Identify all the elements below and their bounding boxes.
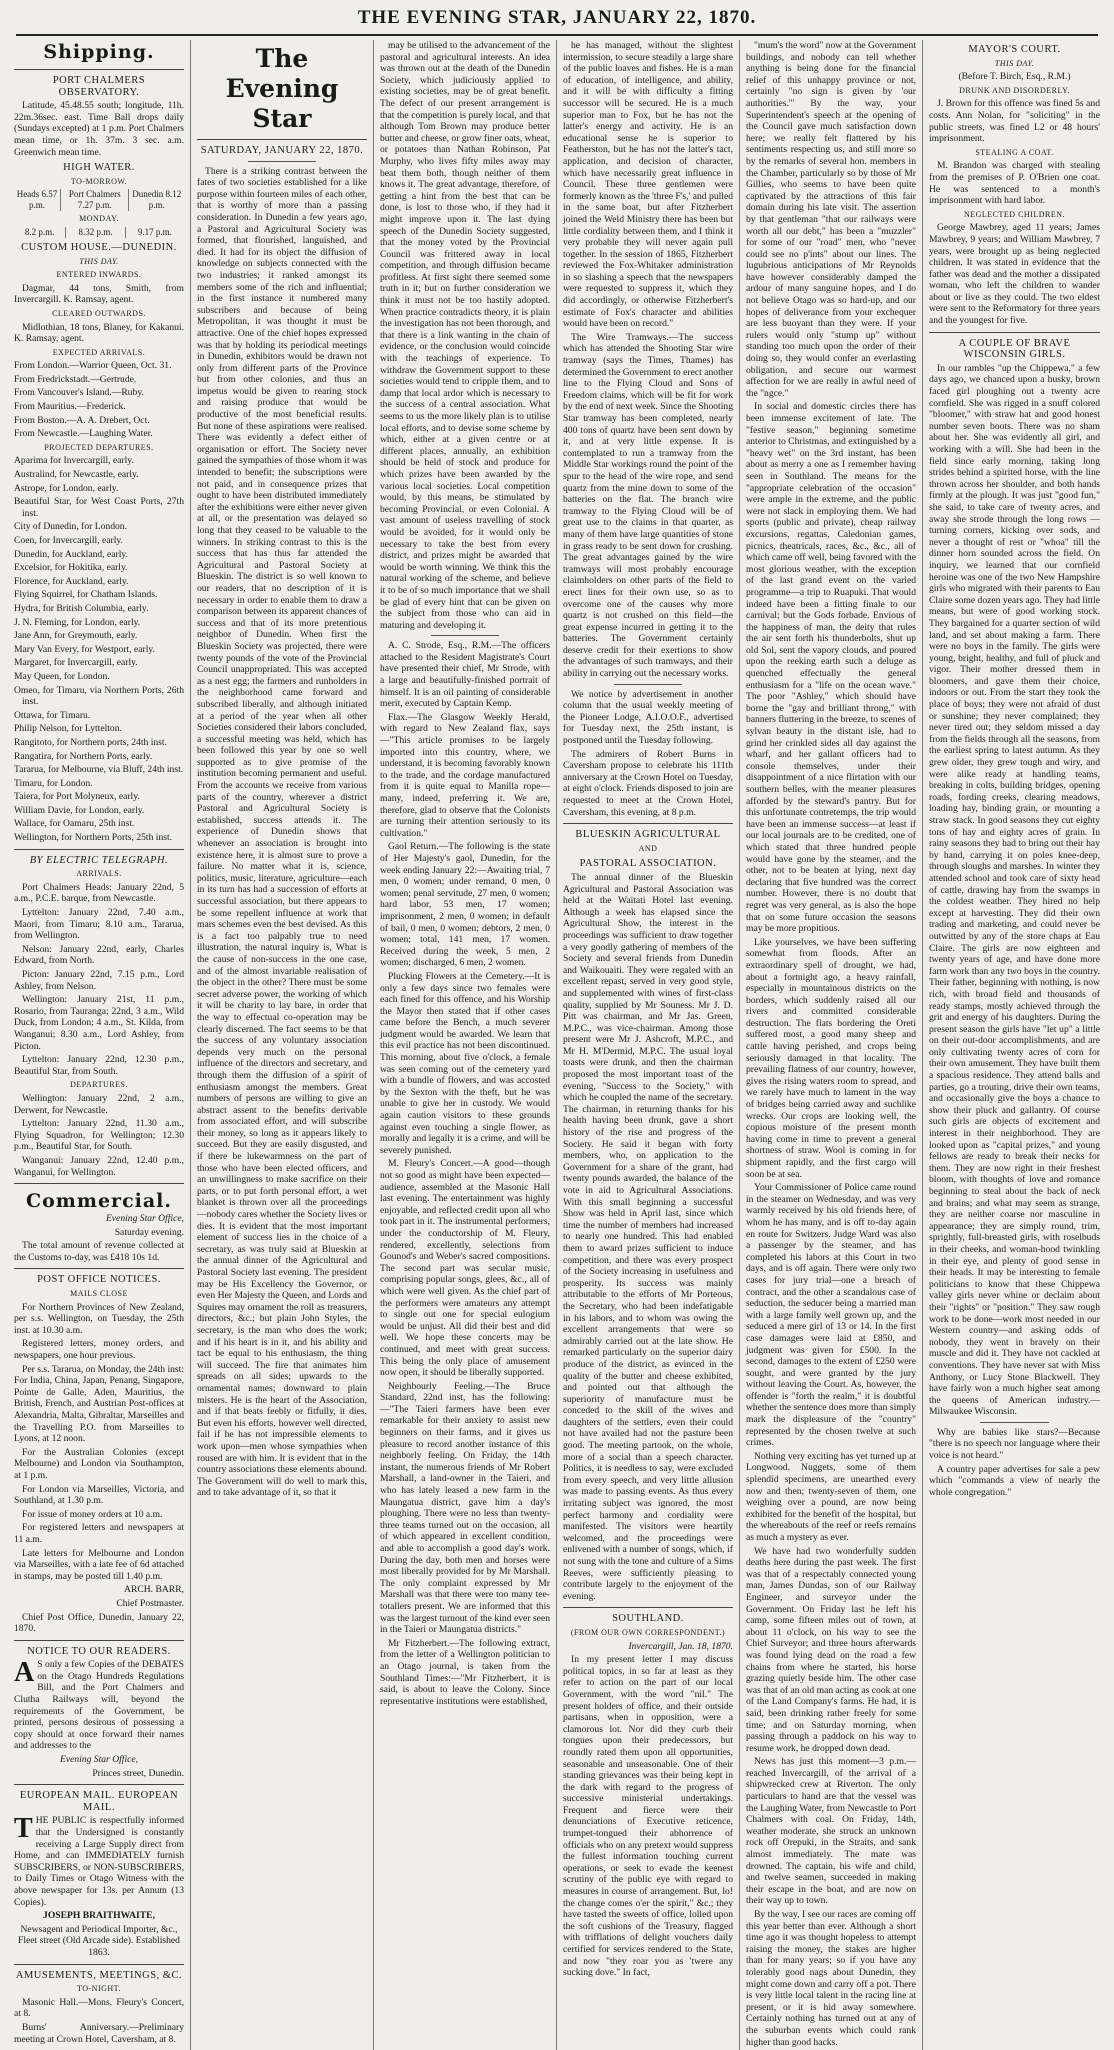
news-neighbourly: Neighbourly Feeling.—The Bruce Standard, 22nd inst, has the following:—"The Taieri farmers have been ever remarkable for their anxiety to assist new beginners on their farms, and it gives us pleasure to record another instance of this neighborly feeling. On Friday, the 14th instant, the numerous friends of Mr Robert Marshall, a land-owner in the Taieri, and who has lately leased a new farm in the Maungatua district, gave him a day's ploughing. There were no less than twenty-three teams turned out on the occasion, all of which appeared in excellent condition, and able to accomplish a good day's work. During the day, both men and horses were most liberally provided for by Mr Marshall. The only complaint expressed by Mr Marshall was that there were too many tee-totallers present. We are informed that this was the largest turnout of the kind ever seen in the Taieri or Maungatua districts." [380,1380,550,1636]
list-item: From London.—Warrior Queen, Oct. 31. [14,360,172,372]
news-flax: Flax.—The Glasgow Weekly Herald, with regard to New Zealand flax, says—"This article promises to be largely imported into this country, where, we understand, it is becoming favorably known to the trade, and the cordage manufactured from it is quite equal to Manilla rope—many, indeed, preferring it. We are, therefore, glad to observe that the Colonists are turning their attention seriously to its cultivation." [380,711,550,839]
post-place: Chief Post Office, Dunedin, January 22, 1870. [14,1611,184,1635]
high-water-heading: HIGH WATER. [63,162,135,174]
readers-signature: Evening Star Office, [59,1754,139,1766]
list-item: Hydra, for British Columbia, early. [14,602,149,614]
tomorrow-label: TO-MORROW. [70,176,128,186]
list-item: Port Chalmers Heads: January 22nd, 5 a.m., P.C.E. barque, from Newcastle. [14,881,184,905]
tide-dunedin: Dunedin 8.12 p.m. [132,189,182,211]
telegraph-heading: BY ELECTRIC TELEGRAPH. [29,854,169,866]
readers-heading: NOTICE TO OUR READERS. [27,1645,171,1657]
post-signature-title: Chief Postmaster. [116,1597,184,1609]
list-item: Rangatira, for Northern Ports, early. [14,750,153,762]
entered-text: Dagmar, 44 tons, Smith, from Invercargill. K. Ramsay, agent. [14,282,184,306]
column-4-news [557,40,740,2050]
mayors-court-heading: MAYOR'S COURT. [968,44,1061,55]
news-fitzherbert: Mr Fitzherbert.—The following extract, from the letter of a Wellington politician to an Otago journal, is taken from the Southland Times:—"Mr Fitzherbert, it is said, is about to leave the Colony. Since representative institutions were established, [380,1637,550,1707]
tide-monday-heads: 8.2 p.m. [14,227,66,238]
projected-heading: PROJECTED DEPARTURES. [44,442,154,452]
list-item: Philip Nelson, for Lyttelton. [14,723,122,735]
list-item: For Northern Provinces of New Zealand, per s.s. Wellington, on Tuesday, the 25th inst. at 10.30 a.m. [14,1301,184,1336]
news-wire-tramways: The Wire Tramways.—The success which has attended the Shooting Star wire tramway (says the Times, Thames) has determined the Government to erect another line to the Flying Cloud and Sons of Freedom claims, which will be fit for work by the end of next week. Since the Shooting Star tramway has been completed, nearly 400 tons of quartz have been sent down by it, and at very little expense. It is contemplated to run a tramway from the Middle Star workings round the point of the spur to the head of the wire rope, and send quartz from the mine down to some of the batteries on the flat. The branch wire tramway to the Flying Cloud will be of great use to the claims in that quarter, as many of them have large quantities of stone in grass ready to be sent down for crushing. The great advantages gained by the wire tramways will most probably encourage claimholders on other parts of the field to erect lines for their own use, so as to overcome one of the causes why more quartz is not crushed on this field—the great expense incurred in getting it to the batteries. The Government certainly deserve credit for their exertions to show the advantages of such tramways, and their ability in carrying out the necessary works. [563,331,733,680]
stealing-text: M. Brandon was charged with stealing from the premises of P. O'Brien one coat. He was sentenced to a month's imprisonment with hard labor. [929,160,1100,207]
european-dropcap: T [14,1813,33,1845]
commercial-office: Evening Star Office, [105,1213,184,1225]
news-concert: M. Fleury's Concert.—A good—though not so good as might have been expected—audience, assembled at the Masonic Hall last evening. The entertainment was highly enjoyable, and reflected credit upon all who took part in it. The instrumental performers, under the conductorship of M. Fleury, rendered, excellently, selections from Gounod's and Weber's sacred compositions. The second part was secular music, comprising popular songs, glees, &c., all of which were well given. As the chief part of the performers were amateurs any attempt to single out one for special eulogium would be unjust. All did their best and did well. We hope these concerts may be continued, and meet with great success. This being the only place of amusement now open, it should be liberally supported. [380,1158,550,1379]
list-item: From Newcastle.—Laughing Water. [14,428,153,440]
southland-floods: Like yourselves, we have been suffering somewhat from floods. After an extraordinary spell of drought, we had, about a fortnight ago, a heavy rainfall, especially in mountainous districts on the borders, which suddenly raised all our rivers and committed considerable destruction. The flats bordering the Oreti suffered most, a good many sheep and cattle having perished, and crops being seriously damaged in that locality. The prevailing flatness of our country, however, gives the rising waters room to spread, and we rarely have much to lament in the way of bridges being carried away and suchlike wrecks. Our crops are looking well, the copious moisture of the present month having come in time to prevent a general shortness of straw. Wool is coming in for shipment rapidly, and the first cargo will soon be at sea. [746,936,916,1180]
neglected-heading: NEGLECTED CHILDREN. [963,209,1066,219]
editorial-date: SATURDAY, JANUARY 22, 1870. [200,145,364,156]
post-signature: ARCH. BARR, [124,1584,184,1596]
list-item: Lyttelton: January 22nd, 11.30 a.m., Flying Squadron, for Wellington; 12.30 p.m., Beautiful Star, for South. [14,1118,184,1153]
list-item: J. N. Fleming, for London, early. [14,616,141,628]
editorial-continued: may be utilised to the advancement of the pastoral and agricultural interests. An idea was thrown out at the death of the Dunedin Society, which judiciously applied to existing societies, may be of great benefit. The defect of our present arrangement is that the competition is purely local, and that although Tom Brown may produce better butter and cheese, or grow finer oats, wheat, or potatoes than Nathan Robinson, Pat Murphy, who lives fifty miles away may beat them both, though neither of them knows it. The great advantage, therefore, of getting a hint from the best that can be done, is lost to those who, if they had it might improve upon it. The last dying speech of the Dunedin Society suggested, that the money voted by the Provincial Council was frittered away in local competition, and through diffusion became profitless. At first sight there seemed some truth in it; but on further consideration we think it must not be too hastily adopted. When practice contradicts theory, it is plain the investigation has not been thorough, and that there is a link wanting in the chain of evidence, or the conclusion would coincide with the teachings of experience. To withdraw the Government support to these societies would tend to cripple them, and to damp that local ardor which is necessary to the success of a central association. What seems to us the more likely plan is to utilise local efforts, and to devise some scheme by which, either at a given centre or at different places, annually, an exhibition should be held of stock and produce for which prizes have been awarded by the various local societies. Local competition would, by this means, be stimulated by becoming Provincial, or even Colonial. A vast amount of useless travelling of stock would be avoided, for it would only be necessary to take the best from every district, and prizes might be awarded that would be worth winning. We think this the natural working of the scheme, and believe it to be of so much importance that we shall be glad of every hint that can be given on the subject from those who can aid in maturing and developing it. [380,40,550,631]
tide-port-chalmers: Port Chalmers 7.27 p.m. [61,189,129,211]
neglected-text: George Mawbrey, aged 11 years; James Mawbrey, 9 years; and William Mawbrey, 7 years, were brought up as being neglected children. It was stated in evidence that the father was dead and the mother a dissipated woman, who left the children to wander about or live as they could. The two eldest were sent to the Reformatory for three years and the youngest for five. [929,222,1100,327]
list-item: Picton: January 22nd, 7.15 p.m., Lord Ashley, from Nelson. [14,969,184,992]
expected-list [14,360,184,440]
list-item: Wallace, for Oamaru, 25th inst. [14,818,135,830]
southland-text: In my present letter I may discuss political topics, in so far at least as they refer to action on the part of our local Government, with the word "nil." The present holders of office, and their outside partisans, when in opposition, were a clamorous lot. Nor did they curb their tongues upon their predecessors, but roundly rated them upon all opportunities, seasonable and unseasonable. One of their standing grievances was their being kept in the dark with regard to the progress of successive ministerial undertakings. Frequent and fierce were their denunciations of Executive reticence, trumpet-tongued their abhorrence of officials who on any pretext would suppress the fullest information touching current operations, or seek to evade the keenest scrutiny of the public eye with regard to measures in course of arrangement. But, lo! the change comes o'er the spirit," &c.; they have tasted the sweets of office, lolled upon the soft cushions of the Treasury, flagged with trifflations of delight vouchers daily certified for services rendered to the State, and now "they roar you as 'twere any sucking dove." In fact, [563,1654,733,1979]
southland-heading: SOUTHLAND. [612,1613,684,1625]
southland-deaths: We have had two wonderfully sudden deaths here during the past week. The first was that of a respectably connected young man, James Dundas, son of our Railway Engineer, and surveyor under the Government. On Friday last he left his camp, some fifteen miles out of town, at about 11 o'clock, on his way to see the Chief Surveyor; and three hours afterwards was found lying dead on the road a few chains from where he started, his horse grazing quietly beside him. The other case was that of an old man acting as cook at one of the Land Company's farms. He had, it is said, been drinking rather freely for some time; and on Saturday morning, when passing through a paddock on his way to resume work, he dropped down dead. [746,1545,916,1754]
list-item: For issue of money orders at 10 a.m. [22,1508,163,1520]
expected-heading: EXPECTED ARRIVALS. [52,347,146,357]
tide-table-tomorrow [14,189,184,211]
list-item: Florence, for Auckland, early. [14,575,129,587]
blueskin-heading-2: PASTORAL ASSOCIATION. [579,858,717,870]
drunk-heading: DRUNK AND DISORDERLY. [959,85,1070,95]
mails-close-label: MAILS CLOSE [70,1289,128,1299]
list-item: Margaret, for Invercargill, early. [14,657,138,669]
list-item: Lyttelton: January 22nd, 12.30 p.m., Beautiful Star, from South. [14,1054,184,1077]
projected-list [14,455,184,843]
southland-continued: "mum's the word" now at the Government buildings, and nobody can tell whether anything is being done for the financial relief of this unhappy province or not, certainly "no sign is given by 'our authorities.'" By the way, your Superintendent's speech at the opening of the Council gave much satisfaction down here; we really felt flattered by his sentiments respecting us, and still more so by the remarks of several hon. members in the Chamber, particularly so by those of Mr Gillies, who seems to have been quite captivated by the attractions of this fair domain during his late visit. The assertion by that gentleman "that our railways were worth all our debt," has been a "muzzler" for some of our "road" men, who "never could see no p'ints" about our lines. The lugubrious anticipations of Mr Reynolds have however considerably damped the ardour of many sanguine hopes, and I do not believe Otago was so hard-up, and our hopes of deliverance from your exchequer are less buoyant than they were. If your rulers would only "stump up" without standing too much upon the order of their doing so, they would confer an everlasting obligation, and secure our warmest affection for we are really in awful need of the "ngce." [746,40,916,399]
column-1-shipping [8,40,191,2050]
commercial-text: The total amount of revenue collected at the Customs to-day, was £418 10s 1d. [14,1240,184,1263]
list-item: May Queen, for London. [14,670,110,682]
southland-subheading: (FROM OUR OWN CORRESPONDENT.) [570,1627,726,1637]
news-pioneer-lodge: We notice by advertisement in another column that the usual weekly meeting of the Pioneer Lodge, A.I.O.O.F., advertised for Tuesday next, the 25th instant, is postponed until the Tuesday following. [563,688,733,747]
list-item: Nelson: January 22nd, early, Charles Edward, from North. [14,943,184,967]
list-item: From Mauritius.—Frederick. [14,401,126,413]
list-item: Wellington: January 22nd, 2 a.m., Derwent, for Newcastle. [14,1092,184,1116]
list-item: Masonic Hall.—Mons. Fleury's Concert, at 8. [14,1996,184,2020]
list-item: Ottawa, for Timaru. [14,709,91,721]
court-before: (Before T. Birch, Esq., R.M.) [958,71,1071,83]
readers-dropcap: A [14,1657,35,1689]
wisconsin-heading: A COUPLE OF BRAVE WISCONSIN GIRLS. [958,337,1071,361]
list-item: Taiera, for Port Molyneux, early. [14,791,140,803]
list-item: Flying Squirrel, for Chatham Islands. [14,589,158,601]
list-item: Burns' Anniversary.—Preliminary meeting at Crown Hotel, Caversham, at 8. [14,2021,184,2045]
column-6-court [923,40,1106,2050]
list-item: Excelsior, for Hokitika, early. [14,562,128,574]
list-item: From Vancouver's Island.—Ruby. [14,387,144,399]
list-item: Dunedin, for Auckland, early. [14,548,128,560]
european-signature: JOSEPH BRAITHWAITE, [43,1910,155,1922]
list-item: Late letters for Melbourne and London via Marseilles, with a late fee of 6d attached in stamps, may be posted till 1.40 p.m. [14,1547,184,1582]
list-item: Mary Van Every, for Westport, early. [14,643,155,655]
southland-races: By the way, I see our races are coming off this year better than ever. Although a short time ago it was thought hopeless to attempt raising the money, the stakes are higher than for many years; so if you have any tolerably good nags about Dunedin, they might come down and carry off a pot. There is very little local talent in the racing line at present, or it is hid away somewhere. Certainly nothing has turned out at any of the suburban events which could rank higher than good hacks. [746,1909,916,2048]
southland-festive: In social and domestic circles there has been immense excitement of late. The "festive season," beginning sometime anterior to Christmas, and extinguished by a "heavy wet" on the 3rd instant, has been about as merry a one as I remember having seen in Southland. The means for the "appropriate celebration of the occasion" were ample in the extreme, and the public were not slack in employing them. We had sports (public and private), cheap railway excursions, regattas, Caledonian games, picnics, theatricals, races, &c., &c., all of which came off well, being favored with the most glorious weather, with the exception of the last grand event on the varied programme—a trip to Ruapuki. That would indeed have been a fitting finale to our carnival; but the Gods forbade. Envious of the happiness of man, the deity that rules the air sent forth his thunderbolts, shut up old Sol, sent the vapory clouds, and poured upon the reeking earth such a deluge as quenched effectually the general enthusiasm for a "life on the ocean wave." The poor "Ashley," which should have borne the "gay and brilliant throng," with banners fluttering in the breeze, to scenes of sylvan beauty in the distant isle, had to grind her crinkled sides all day against the wharf, and her gallant officers had to console themselves, under their disappointment of a nice flirtation with our southern belles, with the meaner pleasures afforded by the steward's pantry. But for this unfortunate contretemps, the trip would have been an immense success—at least if our local journals are to be credited, one of which stated that three hundred people would have gone by the steamer, and the other, not to be beaten at lying, next day declaring that five hundred was the correct number. However, there is no doubt that regret was very general, as is also the hope that on some future occasion the seasons may be more propitious. [746,401,916,935]
list-item: William Davie, for London, early. [14,804,145,816]
tide-monday-port-chalmers: 8.32 p.m. [66,227,125,238]
list-item: For London via Marseilles, Victoria, and Southland, at 1.30 p.m. [14,1483,184,1507]
list-item: For the Australian Colonies (except Melbourne) and London via Southampton, at 1 p.m. [14,1446,184,1481]
news-strode: A. C. Strode, Esq., R.M.—The officers attached to the Resident Magistrate's Court have presented their chief, Mr Strode, with a large and beautifully-finished portrait of himself. It is an oil painting of considerable merit, executed by Captain Kemp. [380,640,550,710]
commercial-date: Saturday evening. [114,1226,184,1238]
list-item: Aparima for Invercargill, early. [14,455,134,467]
readers-signature-address: Princes street, Dunedin. [92,1767,184,1779]
departures-heading: DEPARTURES. [70,1080,128,1090]
southland-police: Your Commissioner of Police came round in the steamer on Wednesday, and was very warmly received by his old friends here, of whom he has many, and is off to-day again en route for Switzers. Judge Ward was also a passenger by the steamer, and has completed his labors at this Court in two days, and is off again. There were only two cases for jury trial—one a breach of contract, and the other a scandalous case of seduction, the seducer being a married man with a large family well grown up, and the seduced a mere girl of 13 or 14. In the first case damages were laid at £850, and judgment was given for £500. In the second, damages to the extent of £250 were sought, and were granted by the jury without leaving the Court. As, however, the offender is "forth the realm," it is doubtful whether the sentence does more than simply mark the displeasure of the "country" represented by the chosen twelve at such crimes. [746,1182,916,1449]
list-item: City of Dunedin, for London. [14,521,127,533]
list-item: Astrope, for London, early. [14,482,119,494]
news-cemetery: Plucking Flowers at the Cemetery.—It is only a few days since two females were each fined for this offence, and his Worship the Mayor then stated that if other cases came before the Bench, a much severer judgment would be awarded. We learn that this evil practice has not been discontinued. This morning, about five o'clock, a female was seen coming out of the cemetery yard with a bundle of flowers, and was accosted by the Sexton with the theft, but he was unable to give her in custody. We would again caution visitors to these grounds against even touching a single flower, as morally and legally it is a crime, and will be severely punished. [380,970,550,1156]
list-item: Rangitoto, for Northern ports, 24th inst. [14,736,167,748]
arrivals-heading: ARRIVALS. [76,869,122,879]
list-item: Coen, for Invercargill, early. [14,535,123,546]
list-item: For registered letters and newspapers at 11 a.m. [14,1522,184,1545]
tide-monday-dunedin: 9.17 p.m. [137,226,172,237]
tonight-label: TO-NIGHT. [77,1984,121,1994]
amusements-heading: AMUSEMENTS, MEETINGS, &C. [15,1969,183,1981]
evening-star-nameplate: The Evening Star [225,44,339,133]
list-item: From Boston.—A. A. Drebert, Oct. [14,414,150,426]
tide-heads: Heads 6.57 p.m. [14,189,61,211]
list-item: Tararua, for Melbourne, via Bluff, 24th inst. [14,764,184,776]
monday-label: MONDAY. [79,214,119,224]
observatory-text: Latitude, 45.48.55 south; longitude, 11h. 22m.36sec. east. Time Ball drops daily (Sundays excepted) at 1 p.m. Port Chalmers mean time, or 1h. 37m. 3 sec. a.m. Greenwich mean time. [14,100,184,158]
entered-heading: ENTERED INWARDS. [56,270,142,280]
news-burns: The admirers of Robert Burns in Caversham propose to celebrate his 111th anniversary at the Crown Hotel on Tuesday, at eight o'clock. Friends disposed to join are requested to meet at the Crown Hotel, Caversham, this evening, at 8 p.m. [563,748,733,818]
list-item: Wellington: January 21st, 11 p.m., Rosario, from Tauranga; 22nd, 3 a.m., Wild Duck, from London; 4 a.m., St. Kilda, from Wanganui; 8.30 a.m., Lord Ashley, from Picton. [14,994,184,1052]
custom-house-heading: CUSTOM HOUSE.—DUNEDIN. [21,241,177,253]
list-item: From Fredrickstadt.—Gertrude. [14,373,137,385]
list-item: Australind, for Newcastle, early. [14,469,139,481]
list-item: Registered letters, money orders, and newspapers, one hour previous. [14,1338,184,1362]
editorial-text: There is a striking contrast between the fates of two societies established for a like purpose within fourteen miles of each other, that is worthy of more than a passing consideration. In Dunedin a few years ago, a Pastoral and Agricultural Society was formed, that flourished, languished, and died. It had for its object the diffusion of knowledge on subjects connected with the two industries; it ranked amongst its members some of the rich and influential; in the first instance it numbered many subscribers and because of being Metropolitan, it was thought it must be attractive. One of the chief hopes expressed was that by holding its periodical meetings in Dunedin, exhibitors would be drawn not only from different parts of the Province but from other colonies, and thus an impetus would be given to rearing stock and raising produce that would be productive of the most beneficial results. But none of these aspirations were realised. There was evidently a defect either of organisation or effort. The Society never gained the sympathies of those whom it was intended to benefit; the subscriptions were not paid, and in consequence prizes that ought to have been distributed immediately after the exhibitions were either never given at all, or the presentation was delayed so long that they ceased to be valuable to the winners. In striking contrast to this is the success that has thus far attended the Agricultural and Pastoral Society at Blueskin. The district is so well known to our readers, that no description of it is necessary in order to enable them to draw a comparison between its apparent chances of success and that of its more pretentious neighbor of Dunedin. When first the Blueskin Society was projected, there were twenty pounds of the vote of the Provincial Council unappropriated. This was accepted as a nest egg; the farmers and runholders in the neighborhood came forward and subscribed liberally, and although initiated at a period of the year when all other Societies considered their labors concluded, a successful meeting was held, which has been followed this year by one so well supported as to give promise of the institution becoming permanent and useful. From the accounts we receive from various parts of the country, wherever a district Pastoral and Agricultural Society is established, success attends it. The experience of Dunedin shows that whenever an association is brought into existence here, it is almost sure to prove a failure. No matter what it is, science, politics, music, literature, agriculture—each in its turn has had a succession of efforts at successful association, but there appears to be some repellent influence at work that mars schemes even the best devised. As this is a fact too palpably true to need illustration, the natural inquiry is, What is the cause of non-success in the one case, and of the almost invariable realisation of the object in the other? There must be some secret adverse power, the working of which it will be charity to lay bare, in order that the way to effectual co-operation may be clearly discerned. The fact seems to be that the success of any voluntary association depends very much on the personal influence of the directors and secretary, and through them the diffusion of a spirit of enthusiasm amongst the members. Great numbers of persons are willing to give an abstract assent to the benefits derivable from associated effort, and will subscribe their money, so long as it appears likely to succeed. But they are easily disgusted, and if there be lukewarmness on the part of those who have been elected officers, and an unwillingness to make sacrifice on their parts, or to put forth personal effort, a wet blanket is thrown over all the proceedings—nobody cares whether the Society lives or dies. It is evident that the most important element of success lies in the choice of a secretary, as was truly said at Blueskin at the annual dinner of the Agricultural and Pastoral Society last evening. The president may be His Excellency the Governor, or even Her Majesty the Queen, and Lords and Squires may ornament the roll as treasurers, directors, &c.; but plain John Styles, the secretary, is the man who does the work; and if his heart is in it, and his ability and tact be equal to his enthusiasm, the thing will succeed. The fire that animates him spreads on all sides; upwards to the ornamental names; downward to plain misters. He is the heart of the Association, and if that beats feebly or fitfully, it dies. But even his efforts, however well directed, fail if he has not impressible elements to work upon—men whose sympathies when roused are with him. It is evident that in the country associations these elements abound. The Government will do well to mark this, and to take advantage of it, so that it [197,165,367,1499]
list-item: Wanganui: January 22nd, 12.40 p.m., Wanganui, for Wellington. [14,1154,184,1178]
drunk-text: J. Brown for this offence was fined 5s and costs. Ann Nolan, for "soliciting" in the public streets, was fined L2 or 48 hours' imprisonment. [929,98,1100,145]
news-gaol-return: Gaol Return.—The following is the state of Her Majesty's gaol, Dunedin, for the week ending January 22:—Awaiting trial, 7 men, 0 women; under remand, 0 men, 0 women; penal servitude, 27 men, 0 women; hard labor, 53 men, 17 women; imprisonment, 2 men, 0 women; in default of bail, 0 men, 0 women; debtors, 2 men, 0 women; total, 141 men, 17 women. Received during the week, 5 men, 2 women; discharged, 6 men, 2 women. [380,841,550,969]
list-item: Wellington, for Northern Ports, 25th inst. [14,832,173,844]
shipping-heading: Shipping. [43,41,155,63]
readers-notice [14,1659,184,1752]
wisconsin-text: In our rambles "up the Chippewa," a few days ago, we chanced upon a husky, brown faced girl ploughing out a twenty acre cornfield. She was rigged in a snuff colored "bloomer," with straw hat and good honest number seven boots. There was no sham about her. She was evidently all girl, and working with a will. She had been in the field since early morning, taking long strides behind a spirited horse, with the line thrown across her shoulder, and both hands firmly at the plough. It was just "good fun," she said, to take care of twenty acres, and away she strode through the long rows —turning corners, kicking over sods, and never a thought of rest or "whoa" till the dinner horn sounded across the field. On inquiry, we learned that our cornfield heroine was one of the two New Hampshire girls who migrated with their parents to Eau Claire some dozen years ago. They had little means, but were of good working stock. They bargained for a quarter section of wild land, and set about making a farm. There were no boys in the family. The girls were young, bright, healthy, and full of pluck and vigor. Their mother dressed them in bloomers, and gave them their choice, indoors or out. From the start they took the place of boys; they were not afraid of dust or sunshine; they never complained; they never tired out; they seldom missed a day from the fields through all the seasons, from the earliest spring to latest autumn. As they grew older, they grew tough and wiry, and were alike ready at handling teams, breaking in colts, building bridges, opening roads, fording creeks, clearing meadows, loading hay, binding grain, or mounting a straw stack. In good seasons they cut eighty tons of hay and eighty acres of grain. In rainy seasons they had to bring out their hay by hand, carrying it on poles knee-deep, through sloughs and marshes. In winter they attended school and took care of sixty head of cattle, drawing hay from the swamps in the coldest weather. They hired no help except at harvesting. They did their own trading and marketing, and could never be outwitted by any of the store chaps at Eau Claire. The girls are now eighteen and twenty years of age, and have done more farm work than any two boys in the country. Their father, beginning with nothing, is now rich, with broad field and thousands of ready stamps, mostly achieved through the grit and energy of his daughters. During the present season the girls have "let up" a little on their out-door accomplishments, and are only cultivating twenty acres of corn for their own amusement. They have built them a spacious residence. They attend balls and parties, go a trouting, drive their own teams, and occasionally give the boys a chance to show their pluck and gallantry. Of course such girls are objects of excitement and interest in their neighborhood. They are looked upon as "capital prizes," and young fellows are ready to break their necks for them. They are now right in their freshest bloom, with thoughts of love and romance beginning to steal about the back of neck and brains; and what may seem as strange, they are neither coarse nor masculine in appearance; they are simply round, trim, sprightly, full-breasted girls, with roselbuds in their cheeks, and woman-hood twinkling in their eye, and plenty of good sense in their heads. It may be interesting to female politicians to know that these Chippewa valley girls never whine or declaim about their "rights" or "position." They saw rough work to be done—work most needed in our Western country—and asking odds of nobody, they went in bravely on their muscle and did it. They have not cackled at conventions. They have never sat with Miss Anthony, or Lucy Stone Blackwell. They have fairly won a much higher seat among the queens of American industry.—Milwaukee Wisconsin. [929,362,1100,1418]
this-day-label: THIS DAY. [79,256,119,266]
stealing-heading: STEALING A COAT. [975,147,1054,157]
southland-longwood: Nothing very exciting has yet turned up at Longwood. Nuggets, some of them splendid specimens, are unearthed every now and then; twenty-seven of them, one weighing over a pound, are now being exhibited for the benefit of the hospital, but the whereabouts of the reef or reefs remains as much a mystery as ever. [746,1450,916,1543]
list-item: Lyttelton: January 22nd, 7.40 a.m., Maori, from Timaru; 8.10 a.m., Tararua, from Wellington. [14,907,184,942]
post-office-heading: POST OFFICE NOTICES. [37,1274,161,1286]
list-item: Jane Ann, for Greymouth, early. [14,630,138,642]
european-mail-heading: EUROPEAN MAIL. EUROPEAN MAIL. [19,1790,179,1813]
cleared-heading: CLEARED OUTWARDS. [52,308,146,318]
european-mail-notice [14,1815,184,1908]
blueskin-heading: BLUESKIN AGRICULTURAL [575,829,721,841]
list-item: Per s.s. Tararua, on Monday, the 24th inst: For India, China, Japan, Penang, Singapore, Pointe de Galle, Aden, Mauritius, the British, French, and Austrian Post-offices at Alexandria, Malta, Gibraltar, Marseilles and the Travelling P.O. from Marseilles to Lyons, at 12 noon. [14,1363,184,1445]
page-masthead: THE EVENING STAR, JANUARY 22, 1870. [357,7,757,28]
southland-dateline: Invercargill, Jan. 18, 1870. [628,1640,733,1652]
babies-joke: Why are babies like stars?—Because "there is no speech nor language where their voice is not heard." [929,1426,1100,1462]
pew-advert: A country paper advertises for sale a pew which "commands a view of nearly the whole congregation." [929,1463,1100,1498]
commercial-heading: Commercial. [25,1190,173,1213]
list-item: Omeo, for Timaru, via Northern Ports, 26th inst. [14,684,184,708]
observatory-heading: PORT CHALMERS OBSERVATORY. [52,75,146,98]
fitzherbert-continued: he has managed, without the slightest intermission, to secure steadily a large share of the public loaves and fishes. He is a man of education, of intelligence, and ability, and it will be with difficulty a fitting successor will be secured. He is a much superior man to Fox, but he has not the latter's energy and activity. He is an educational sense he is superior to Featherston, but he has not the latter's tact, application, and decision of character, which have necessarily great influence in Council. These three gentlemen were formerly known as the 'three F's,' and pulled in the same boat, but after Fitzherbert joined the Weld Ministry there has been but little cordiality between them, and I think it very probable they will never again pull together. In the session of 1865, Fitzherbert reviewed the Fox-Whitaker administration in so slashing a speech that the newspapers were requested to suppress it, which they did accordingly, or otherwise Fitzherbert's estimate of Fox's character and abilities would have been on record." [563,40,733,330]
tide-table-monday [14,227,184,238]
column-3-news [374,40,557,2050]
court-this-day: THIS DAY. [994,58,1035,68]
european-text: HE PUBLIC is respectfully informed that the Undersigned is constantly receiving a Large Supply direct from Home, and can IMMEDIATELY furnish SUBSCRIBERS, or NON-SUBSCRIBERS, to Daily Times or Otago Witness with the above newspaper for 13s. per Annum (13 Copies). [14,1815,184,1908]
masthead-rule [16,34,1098,36]
cleared-text: Midlothian, 18 tons, Blaney, for Kakanui. K. Ramsay, agent. [14,321,184,345]
southland-shipwreck: News has just this moment—3 p.m.—reached Invercargill, of the arrival of a shipwrecked crew at Riverton. The only particulars to hand are that the vessel was the Laughing Water, from Newcastle to Port Chalmers with coal. On Friday, 14th, weather moderate, she struck an unknown rock off Orepuki, in the Straits, and sank almost immediately. The mate was drowned. The captain, his wife and child, and twelve seamen, succeeded in making their escape in the boat, and are now on their way up to town. [746,1756,916,1907]
list-item: Timaru, for London. [14,777,93,789]
list-item: Beautiful Star, for West Coast Ports, 27th inst. [14,496,184,519]
column-grid [8,40,1106,2048]
readers-text: S only a few Copies of the DEBATES on the Otago Hundreds Regulations Bill, and the Port Chalmers and Clutha Railways will, beyond the requirements of the Government, be printed, persons desirous of possessing a copy should at once forward their names and addresses to the [14,1659,184,1752]
column-2-editorial [191,40,374,2050]
blueskin-text: The annual dinner of the Blueskin Agricultural and Pastoral Association was held at the Waitati Hotel last evening. Although a week has elapsed since the Agricultural Show, the interest in the proceedings was sufficient to draw together a very goodly gathering of members of the Society and several friends from Dunedin and Waikouaiti. They were regaled with an excellent repast, served in very good style, and supplemented with wines of first-class quality, supplied by Mr Souness. Mr J. D. Pitt was chairman, and Mr Jas. Green, M.P.C., was vice-chairman. Among those present were Mr J. Ashcroft, M.P.C., and Mr H. M'Dermid, M.P.C. The usual loyal toasts were drunk, and then the chairman proposed the most important toast of the evening, "Success to the Society," with which he coupled the name of the secretary. The chairman, in returning thanks for his health having been drunk, gave a short history of the rise and progress of the Society. He said it began with forty members, who, on application to the Government for a share of the grant, had twenty pounds awarded, the balance of the vote in aid to Agricultural Associations. With this small beginning a successful Show was held in April last, since which time the number of members had increased to nearly one hundred. This had enabled them to award prizes sufficient to induce competition, and there was every prospect of the Society increasing in usefulness and prosperity. Its success was mainly attributable to the efforts of Mr Porteous, the Secretary, who had been indefatigable in his labors, and to whom was owing the excellent arrangements that were so admirably carried out at the late show. He remarked particularly on the superior dairy produce of the district, as evinced in the quality of the butter and cheese exhibited, and pointed out that although the superiority of manufacture must be conceded to the skill of the wives and daughters of the settlers, even their could not have availed had not the pasture been good. The meeting partook, on the whole, more of a social than a speech character. Politics, it is needless to say, were excluded from every speech, and very little allusion was made to passing events. As thus every irritating subject was ignored, the most perfect harmony and cordiality were manifested. The visitors were heartily welcomed, and the proceedings were enlivened with a number of songs, which, if not sung with the tone and culture of a Sims Reeves, were sufficiently pleasing to contribute largely to the enjoyment of the evening. [563,871,733,1602]
blueskin-and: AND [638,843,658,853]
column-5-southland [740,40,923,2050]
european-signature-detail: Newsagent and Periodical Importer, &c., Fleet street (Old Arcade side). Established 1863. [18,1923,180,1958]
